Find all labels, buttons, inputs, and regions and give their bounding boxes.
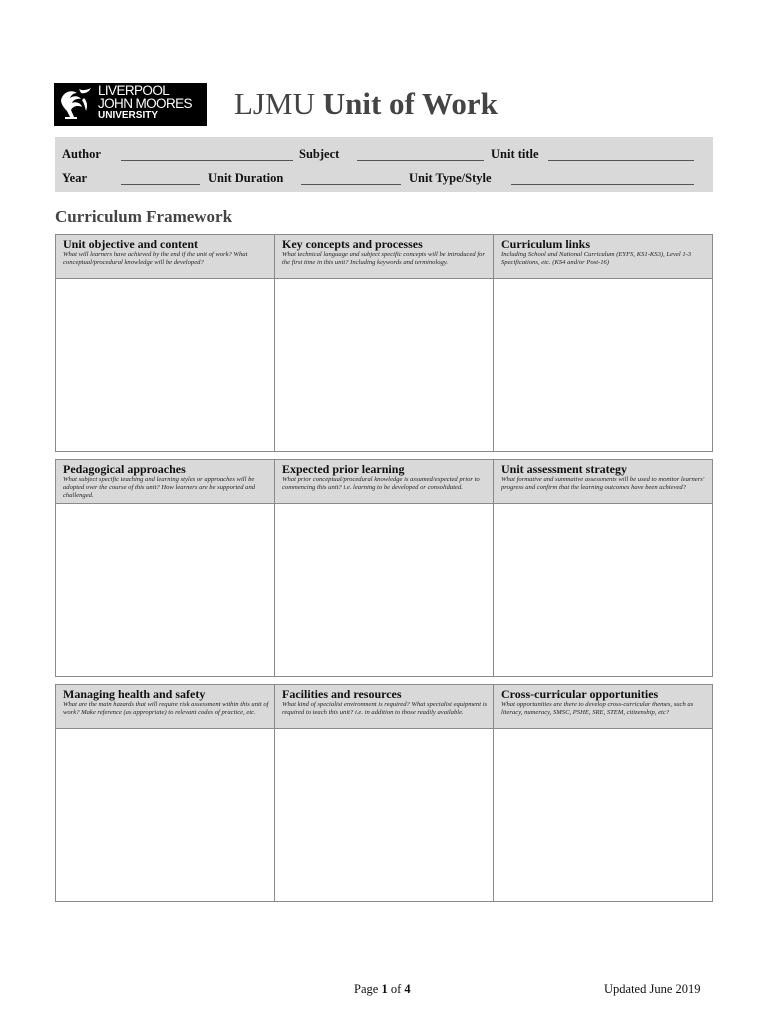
- framework-grid: [55, 234, 713, 452]
- updated-date: Updated June 2019: [604, 982, 701, 996]
- title-main: Unit of Work: [322, 86, 498, 121]
- framework-cell-prior-learning: [275, 460, 494, 676]
- unit-duration-field[interactable]: [301, 184, 401, 185]
- cell-header: [56, 460, 274, 504]
- cell-input-area[interactable]: [56, 729, 274, 901]
- cell-header: [494, 460, 712, 504]
- cell-title: Curriculum links: [501, 237, 591, 251]
- cell-input-area[interactable]: [494, 729, 712, 901]
- logo-text-liverpool: LIVERPOOL: [98, 83, 170, 98]
- cell-input-area[interactable]: [275, 504, 493, 676]
- logo-text-university: UNIVERSITY: [98, 110, 159, 121]
- cell-description: What will learners have achieved by the end if the unit of work? What conceptual/procedural knowledge will be developed?: [63, 251, 248, 267]
- logo-text-john-moores: JOHN MOORES: [98, 95, 192, 111]
- framework-cell-unit-objective: [56, 235, 275, 451]
- unit-title-label: Unit title: [491, 147, 539, 161]
- cell-title: Unit assessment strategy: [501, 462, 627, 476]
- cell-header: [275, 235, 493, 279]
- cell-input-area[interactable]: [494, 504, 712, 676]
- framework-cell-curriculum-links: [494, 235, 712, 451]
- cell-description: Including School and National Curriculum (EYFS, KS1-KS3), Level 1-3 Specifications, etc. (KS4 and/or Post-16): [501, 251, 692, 267]
- unit-type-label: Unit Type/Style: [409, 171, 492, 185]
- section-title: Curriculum Framework: [55, 207, 233, 226]
- cell-input-area[interactable]: [275, 729, 493, 901]
- cell-header: [494, 685, 712, 729]
- framework-cell-assessment-strategy: [494, 460, 712, 676]
- liver-bird-icon: [57, 86, 97, 123]
- framework-cell-key-concepts: [275, 235, 494, 451]
- cell-input-area[interactable]: [56, 279, 274, 451]
- cell-description: What are the main hazards that will require risk assessment within this unit of work? Make reference (as appropriate) to relevant codes of practice, etc.: [63, 701, 269, 717]
- cell-title: Unit objective and content: [63, 237, 198, 251]
- author-field[interactable]: [121, 160, 293, 161]
- subject-label: Subject: [299, 147, 340, 161]
- cell-input-area[interactable]: [275, 279, 493, 451]
- year-field[interactable]: [121, 184, 200, 185]
- framework-cell-health-safety: [56, 685, 275, 901]
- page-current: 1: [381, 982, 388, 996]
- cell-description: What technical language and subject specific concepts will be introduced for the first time in this unit? Including keywords and terminology.: [282, 251, 486, 267]
- university-logo: [54, 83, 207, 126]
- framework-grid: [55, 459, 713, 677]
- cell-description: What subject specific teaching and learning styles or approaches will be adopted over the course of this unit? How learners are be supported and challenged.: [63, 476, 256, 500]
- cell-title: Cross-curricular opportunities: [501, 687, 659, 701]
- year-label: Year: [62, 171, 87, 185]
- cell-header: [275, 460, 493, 504]
- framework-grid: [55, 684, 713, 902]
- cell-title: Pedagogical approaches: [63, 462, 186, 476]
- cell-description: What kind of specialist environment is required? What specialist equipment is required to teach this unit? i.e. in addition to those readily available.: [282, 701, 488, 717]
- unit-details-band: [55, 137, 713, 192]
- cell-input-area[interactable]: [494, 279, 712, 451]
- cell-title: Expected prior learning: [282, 462, 405, 476]
- page-number: [354, 982, 411, 997]
- title-prefix: LJMU: [234, 86, 315, 121]
- cell-title: Facilities and resources: [282, 687, 402, 701]
- framework-cell-cross-curricular: [494, 685, 712, 901]
- document-title: [234, 86, 498, 122]
- unit-duration-label: Unit Duration: [208, 171, 284, 185]
- cell-header: [494, 235, 712, 279]
- framework-cell-pedagogical-approaches: [56, 460, 275, 676]
- framework-cell-facilities-resources: [275, 685, 494, 901]
- cell-header: [275, 685, 493, 729]
- cell-header: [56, 685, 274, 729]
- unit-type-field[interactable]: [511, 184, 694, 185]
- subject-field[interactable]: [357, 160, 484, 161]
- page-of: of: [390, 982, 402, 996]
- page-total: 4: [404, 982, 411, 996]
- cell-description: What opportunities are there to develop cross-curricular themes, such as literacy, numeracy, SMSC, PSHE, SRE, STEM, citizenship, etc?: [501, 701, 694, 717]
- cell-title: Managing health and safety: [63, 687, 206, 701]
- author-label: Author: [62, 147, 101, 161]
- cell-title: Key concepts and processes: [282, 237, 423, 251]
- page-word: Page: [354, 982, 379, 996]
- cell-header: [56, 235, 274, 279]
- cell-input-area[interactable]: [56, 504, 274, 676]
- cell-description: What formative and summative assessments will be used to monitor learners' progress and confirm that the learning outcomes have been achieved?: [501, 476, 705, 492]
- cell-description: What prior conceptual/procedural knowledge is assumed/expected prior to commencing this unit? i.e. learning to be developed or consolidated.: [282, 476, 480, 492]
- unit-title-field[interactable]: [548, 160, 694, 161]
